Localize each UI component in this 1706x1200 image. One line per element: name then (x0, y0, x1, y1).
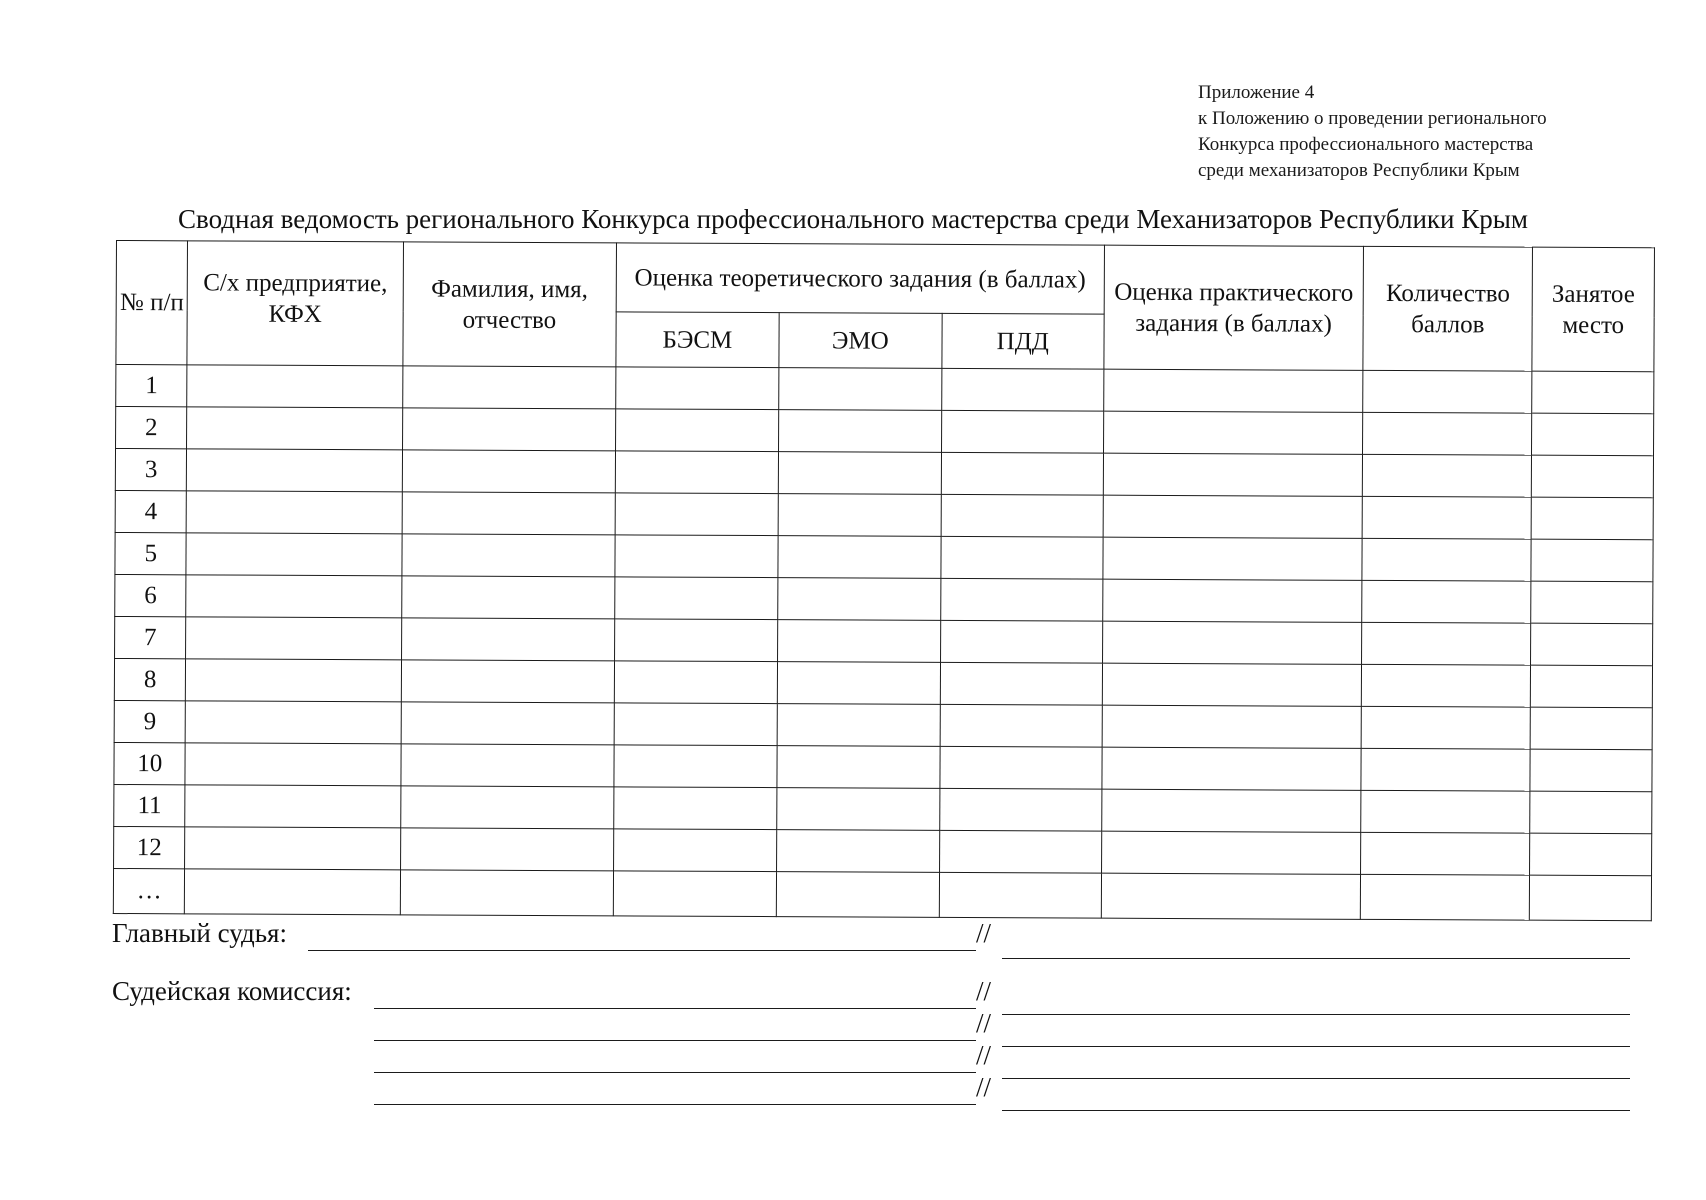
cell-emo (777, 704, 940, 747)
cell-pdd (940, 578, 1102, 621)
cell-besm (614, 703, 777, 746)
cell-besm (613, 829, 776, 872)
table-row (115, 490, 1653, 539)
cell-name (402, 492, 615, 535)
separator: // (976, 976, 992, 1006)
cell-besm (614, 619, 777, 662)
table-row (116, 365, 1654, 414)
row-number: 12 (114, 826, 186, 868)
document-title: Сводная ведомость регионального Конкурса профессионального мастерства среди Механизаторов Республики Крым (178, 204, 1528, 234)
cell-emo (778, 536, 941, 579)
appendix-note (1198, 80, 1547, 184)
cell-besm (614, 745, 777, 788)
cell-total (1362, 664, 1531, 707)
commission-name-line[interactable] (1002, 1110, 1630, 1111)
table-row (115, 616, 1653, 665)
cell-emo (776, 830, 939, 873)
cell-pdd (939, 788, 1101, 831)
row-number: 11 (114, 784, 186, 826)
header-pdd: ПДД (942, 313, 1104, 369)
row-number: 6 (115, 574, 187, 616)
cell-besm (615, 451, 778, 494)
cell-name (400, 786, 613, 829)
cell-besm (613, 871, 776, 917)
cell-place (1531, 539, 1653, 582)
cell-enterprise (186, 575, 401, 618)
header-besm: БЭСМ (616, 312, 779, 368)
appendix-line: Конкурса профессионального мастерства (1198, 134, 1534, 155)
cell-total (1362, 622, 1531, 665)
separator: // (976, 1008, 992, 1038)
cell-practice (1103, 411, 1363, 454)
commission-sign-line[interactable] (374, 1104, 976, 1105)
cell-place (1530, 791, 1652, 834)
chief-judge-sign-line[interactable] (308, 950, 976, 951)
table-row (114, 658, 1652, 707)
cell-total (1363, 370, 1532, 413)
cell-emo (778, 410, 941, 453)
separator: // (976, 1040, 992, 1070)
header-theory: Оценка теоретического задания (в баллах) (616, 243, 1104, 314)
cell-emo (777, 620, 940, 663)
cell-total (1361, 748, 1530, 791)
cell-besm (615, 577, 778, 620)
cell-enterprise (186, 533, 401, 576)
cell-emo (778, 452, 941, 495)
cell-emo (778, 494, 941, 537)
chief-judge-row (112, 918, 1632, 958)
cell-enterprise (186, 659, 401, 702)
cell-name (402, 534, 615, 577)
cell-pdd (941, 368, 1103, 411)
cell-pdd (940, 704, 1102, 747)
separator: // (976, 918, 992, 948)
cell-pdd (940, 662, 1102, 705)
header-place: Занятое место (1532, 247, 1654, 372)
cell-enterprise (187, 407, 402, 450)
cell-name (401, 744, 614, 787)
row-number: … (113, 868, 185, 913)
table-row (114, 700, 1652, 749)
chief-judge-name-line[interactable] (1002, 958, 1630, 959)
cell-place (1530, 833, 1652, 876)
row-number: 5 (115, 532, 187, 574)
cell-enterprise (187, 365, 402, 408)
cell-total (1362, 580, 1531, 623)
cell-pdd (941, 410, 1103, 453)
appendix-line: среди механизаторов Республики Крым (1198, 160, 1520, 181)
cell-besm (615, 493, 778, 536)
cell-enterprise (187, 449, 402, 492)
table-row (114, 784, 1652, 833)
row-number: 3 (115, 449, 187, 491)
table-row (115, 532, 1653, 581)
cell-total (1362, 538, 1531, 581)
table-row (116, 407, 1654, 456)
cell-place (1531, 623, 1653, 666)
row-number: 4 (115, 490, 187, 532)
cell-pdd (940, 620, 1102, 663)
cell-enterprise (185, 785, 400, 828)
cell-practice (1102, 579, 1362, 622)
cell-practice (1102, 663, 1362, 706)
separator: // (976, 1072, 992, 1102)
cell-name (401, 618, 614, 661)
cell-pdd (941, 536, 1103, 579)
cell-practice (1102, 705, 1362, 748)
cell-enterprise (185, 827, 400, 870)
row-number: 8 (114, 658, 186, 700)
cell-practice (1103, 369, 1363, 412)
cell-practice (1103, 453, 1363, 496)
cell-name (400, 828, 613, 871)
cell-place (1530, 707, 1652, 750)
cell-enterprise (185, 743, 400, 786)
cell-pdd (941, 452, 1103, 495)
cell-pdd (941, 494, 1103, 537)
header-practice: Оценка практического задания (в баллах) (1104, 245, 1364, 370)
appendix-line: к Положению о проведении регионального (1198, 108, 1547, 129)
cell-name (401, 702, 614, 745)
chief-judge-label: Главный судья: (112, 918, 287, 948)
cell-practice (1103, 537, 1363, 580)
cell-enterprise (186, 701, 401, 744)
row-number: 1 (116, 365, 188, 407)
cell-place (1531, 581, 1653, 624)
cell-pdd (939, 872, 1101, 918)
table-row (115, 449, 1653, 498)
cell-emo (777, 788, 940, 831)
cell-besm (614, 661, 777, 704)
cell-total (1361, 874, 1530, 920)
cell-practice (1102, 747, 1362, 790)
summary-table (113, 240, 1655, 921)
commission-row (112, 1072, 1632, 1112)
row-number: 9 (114, 700, 186, 742)
table-row (114, 826, 1652, 875)
cell-enterprise (186, 617, 401, 660)
cell-place (1531, 665, 1653, 708)
cell-place (1530, 875, 1652, 921)
table-row (113, 868, 1651, 920)
cell-total (1363, 454, 1532, 497)
cell-emo (777, 746, 940, 789)
cell-place (1532, 413, 1654, 456)
cell-name (402, 366, 615, 409)
header-total: Количество баллов (1363, 246, 1533, 371)
header-emo: ЭМО (779, 313, 942, 369)
cell-name (400, 870, 613, 916)
cell-total (1363, 412, 1532, 455)
cell-besm (615, 409, 778, 452)
cell-besm (616, 367, 779, 410)
cell-name (401, 576, 614, 619)
cell-enterprise (185, 869, 400, 915)
cell-place (1532, 455, 1654, 498)
cell-enterprise (187, 491, 402, 534)
cell-total (1361, 706, 1530, 749)
cell-place (1531, 497, 1653, 540)
cell-practice (1101, 831, 1361, 874)
cell-name (402, 408, 615, 451)
header-name: Фамилия, имя, отчество (403, 242, 617, 367)
row-number: 10 (114, 742, 186, 784)
cell-practice (1101, 873, 1361, 919)
cell-place (1530, 749, 1652, 792)
cell-emo (777, 662, 940, 705)
cell-emo (779, 368, 942, 411)
row-number: 2 (116, 407, 188, 449)
cell-name (401, 660, 614, 703)
row-number: 7 (115, 616, 187, 658)
cell-total (1361, 832, 1530, 875)
cell-practice (1102, 621, 1362, 664)
cell-name (402, 450, 615, 493)
cell-emo (778, 578, 941, 621)
table-row (114, 742, 1652, 791)
table-row (115, 574, 1653, 623)
cell-place (1532, 371, 1654, 414)
cell-besm (614, 787, 777, 830)
cell-besm (615, 535, 778, 578)
header-enterprise: С/х предприятие, КФХ (187, 241, 403, 366)
cell-emo (776, 872, 939, 918)
cell-pdd (940, 746, 1102, 789)
cell-pdd (939, 830, 1101, 873)
cell-practice (1103, 495, 1363, 538)
appendix-line: Приложение 4 (1198, 82, 1315, 103)
header-num: № п/п (116, 241, 188, 365)
cell-total (1362, 496, 1531, 539)
commission-label: Судейская комиссия: (112, 976, 352, 1006)
cell-total (1361, 790, 1530, 833)
cell-practice (1101, 789, 1361, 832)
